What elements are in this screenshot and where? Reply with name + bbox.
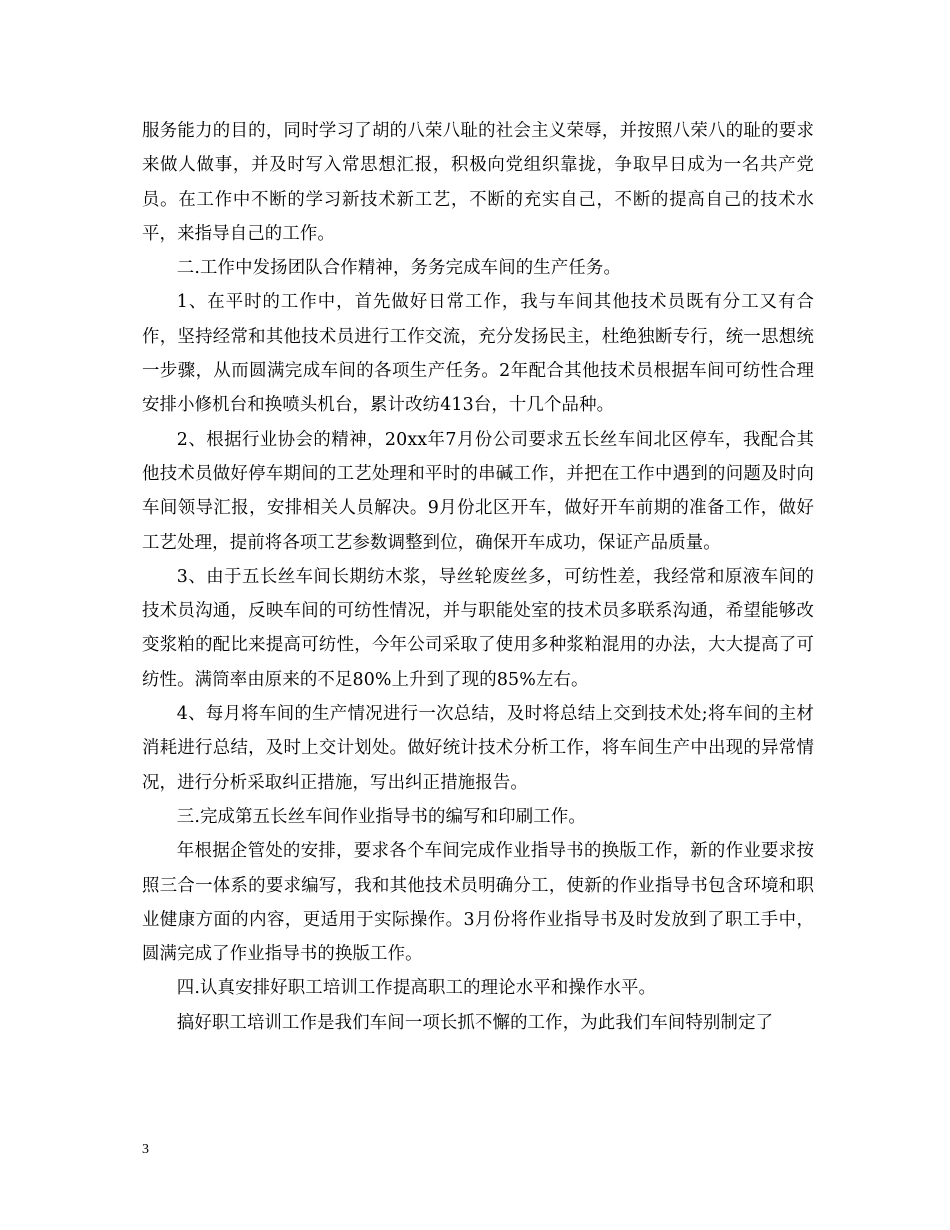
paragraph-training: 搞好职工培训工作是我们车间一项长抓不懈的工作，为此我们车间特别制定了 [176, 1012, 774, 1033]
paragraph-continued: 服务能力的目的，同时学习了胡的八荣八耻的社会主义荣辱，并按照八荣八的耻的要求来做人做事，并及时写入常思想汇报，积极向党组织靠拢，争取早日成为一名共产党员。在工作中不断的学习新技术新工艺，不断的充实自己，不断的提高自己的技术水平，来指导自己的工作。 [142, 121, 814, 244]
page-number: 3 [142, 1142, 149, 1157]
section-heading-3: 三.完成第五长丝车间作业指导书的编写和印刷工作。 [176, 806, 586, 827]
section-heading-2: 二.工作中发扬团队合作精神，务务完成车间的生产任务。 [176, 258, 621, 279]
paragraph-item-1: 1、在平时的工作中，首先做好日常工作，我与车间其他技术员既有分工又有合作，坚持经常和其他技术员进行工作交流，充分发扬民主，杜绝独断专行，统一思想统一步骤，从而圆满完成车间的各项生产任务。2年配合其他技术员根据车间可纺性合理安排小修机台和换喷头机台，累计改纺413台，十几个品种。 [142, 292, 814, 416]
paragraph-item-2: 2、根据行业协会的精神，20xx年7月份公司要求五长丝车间北区停车，我配合其他技术员做好停车期间的工艺处理和平时的串碱工作，并把在工作中遇到的问题及时向车间领导汇报，安排相关人员解决。9月份北区开车，做好开车前期的准备工作，做好工艺处理，提前将各项工艺参数调整到位，确保开车成功，保证产品质量。 [142, 429, 814, 553]
paragraph-work-instructions: 年根据企管处的安排，要求各个车间完成作业指导书的换版工作，新的作业要求按照三合一体系的要求编写，我和其他技术员明确分工，使新的作业指导书包含环境和职业健康方面的内容，更适用于实际操作。3月份将作业指导书及时发放到了职工手中，圆满完成了作业指导书的换版工作。 [142, 841, 814, 965]
paragraph-item-3: 3、由于五长丝车间长期纺木浆，导丝轮废丝多，可纺性差，我经常和原液车间的技术员沟通，反映车间的可纺性情况，并与职能处室的技术员多联系沟通，希望能够改变浆粕的配比来提高可纺性，今年公司采取了使用多种浆粕混用的办法，大大提高了可纺性。满筒率由原来的不足80%上升到了现的85%左右。 [142, 566, 814, 690]
section-heading-4: 四.认真安排好职工培训工作提高职工的理论水平和操作水平。 [176, 978, 657, 999]
paragraph-item-4: 4、每月将车间的生产情况进行一次总结，及时将总结上交到技术处;将车间的主材消耗进行总结，及时上交计划处。做好统计技术分析工作，将车间生产中出现的异常情况，进行分析采取纠正措施，写出纠正措施报告。 [142, 704, 814, 793]
document-body [142, 114, 814, 1040]
